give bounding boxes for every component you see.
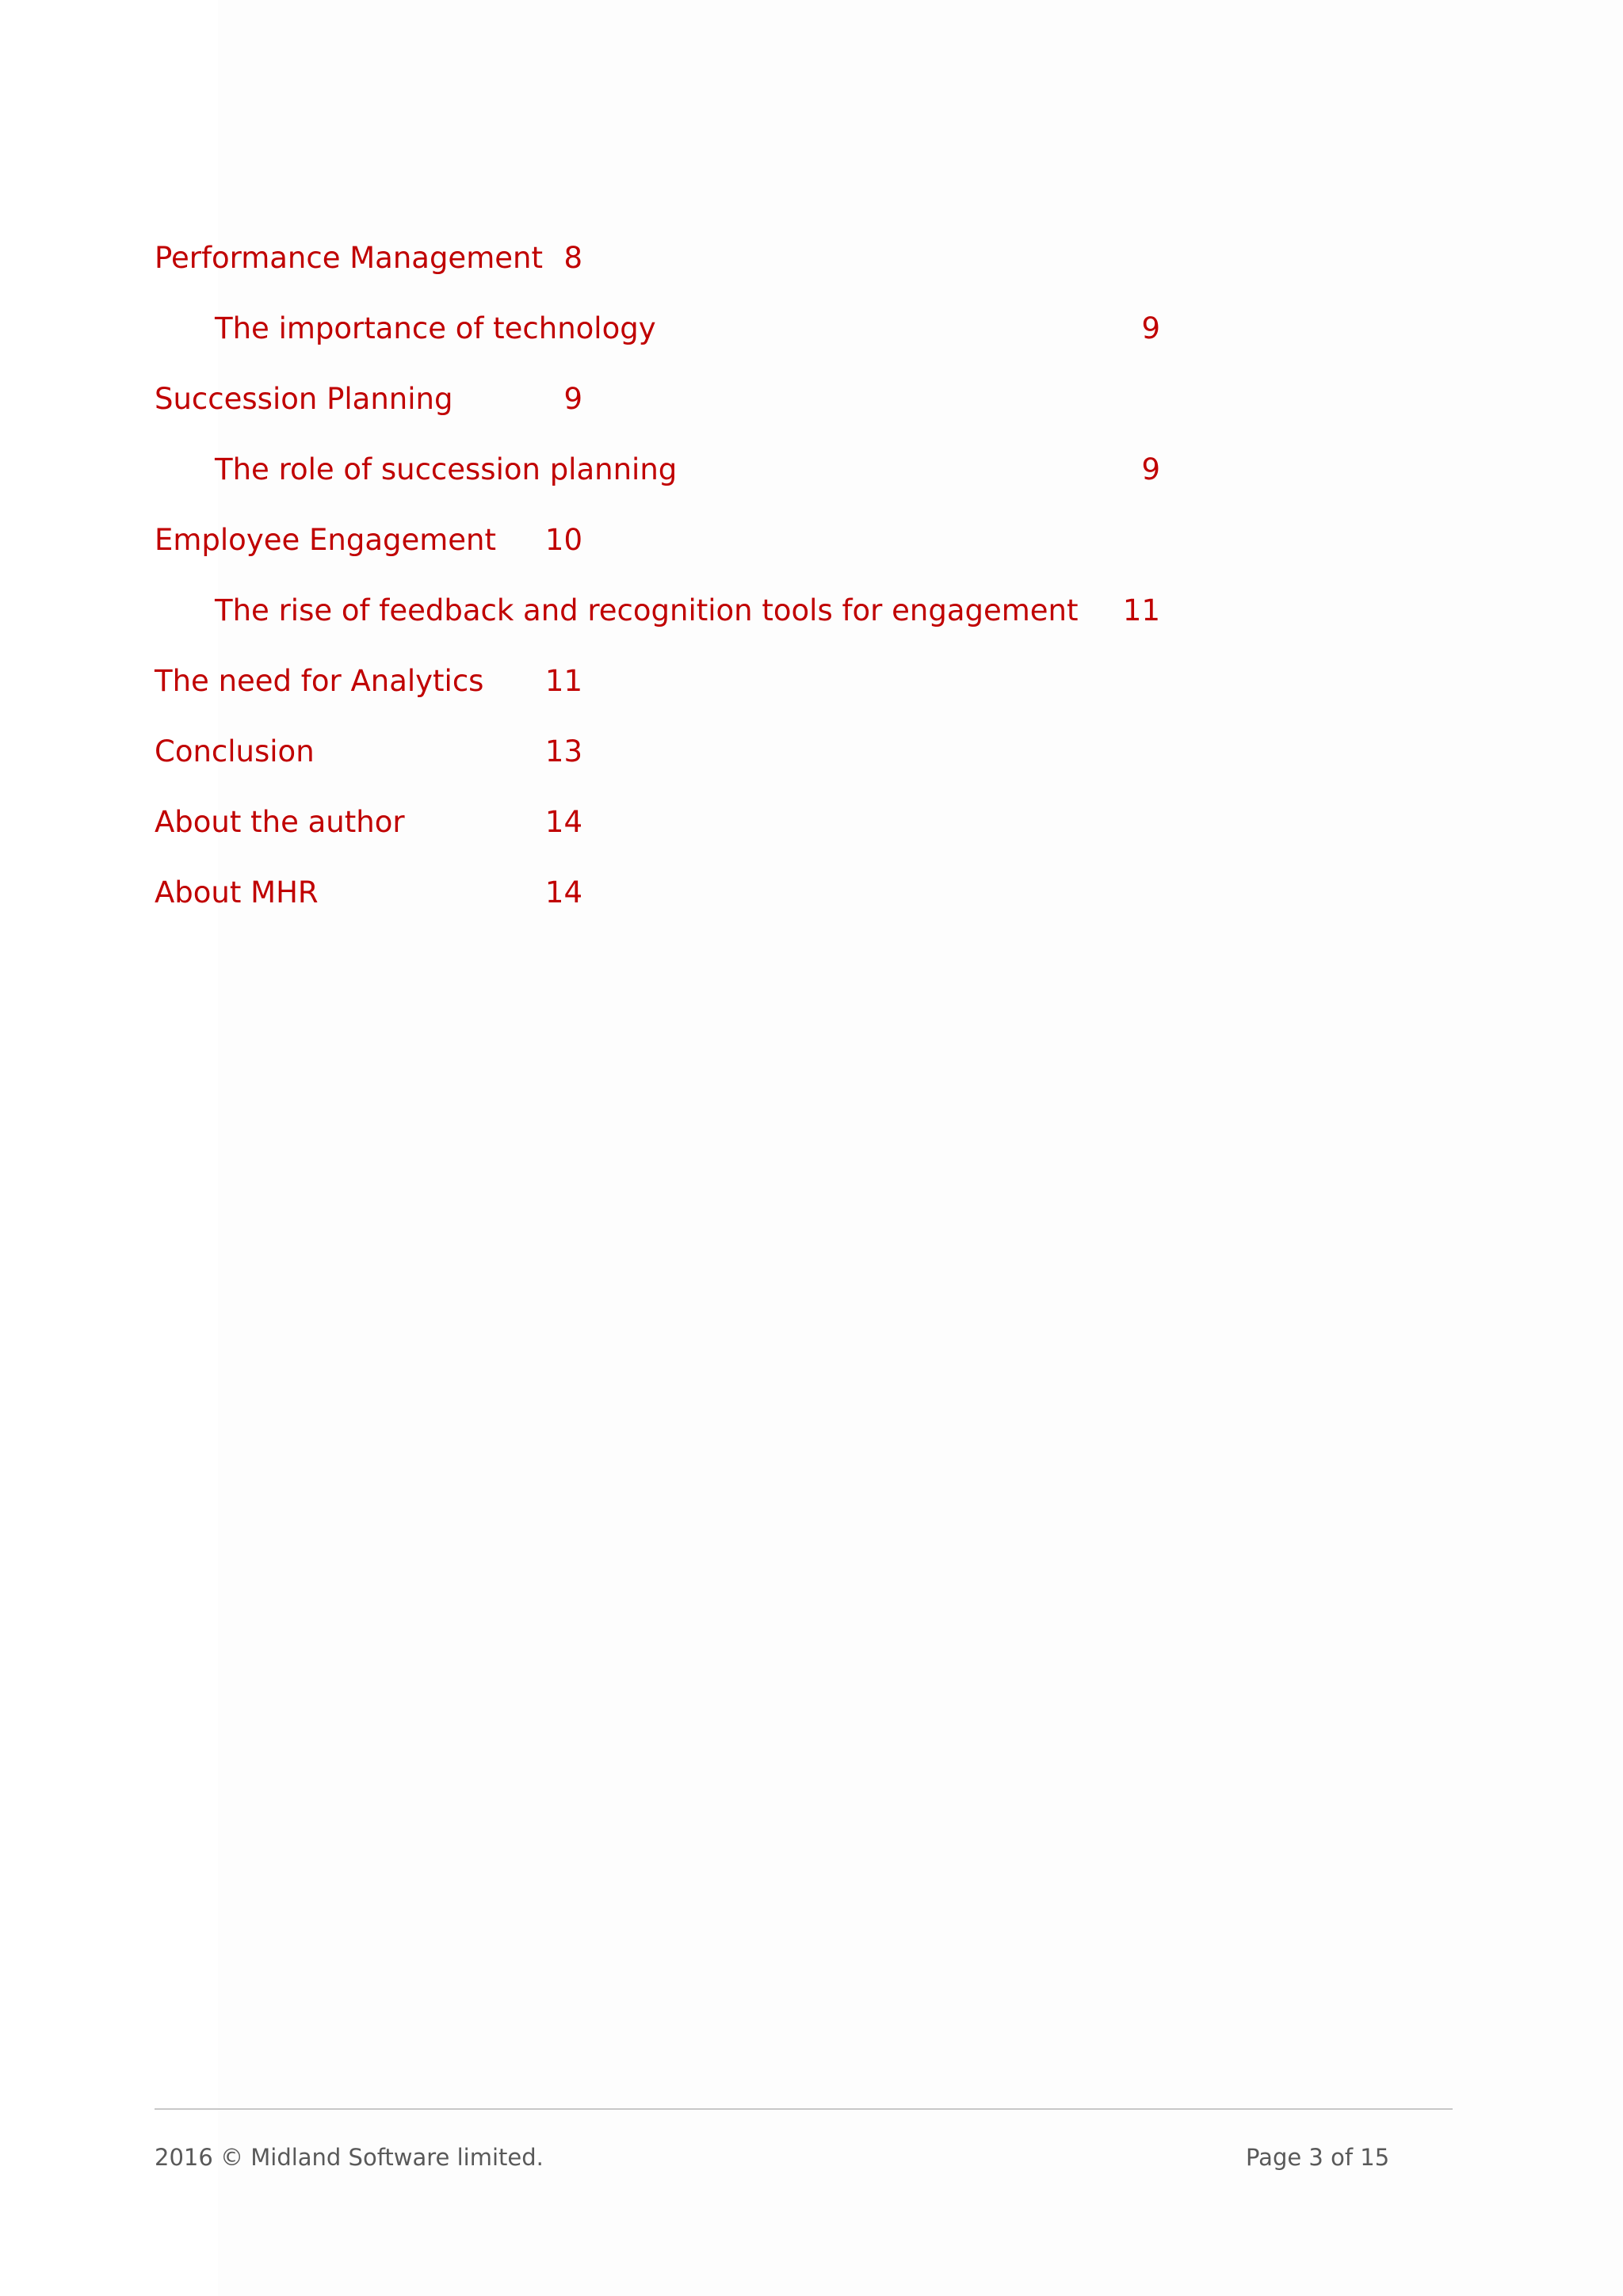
toc-entry-page-number: 10 (544, 523, 582, 557)
toc-entry-label: The importance of technology (215, 311, 656, 345)
footer-copyright: 2016 © Midland Software limited. (155, 2144, 544, 2171)
toc-entry-page-number: 14 (544, 875, 582, 910)
toc-entry-label: The need for Analytics (155, 664, 484, 698)
toc-entry-page-number: 13 (544, 734, 582, 769)
toc-entry-need-for-analytics[interactable] (155, 664, 582, 699)
toc-entry-page-number: 8 (563, 241, 582, 275)
toc-entry-about-mhr[interactable] (155, 875, 582, 910)
footer-divider (155, 2108, 1453, 2110)
toc-entry-label: The rise of feedback and recognition tools for engagement (215, 593, 1079, 627)
toc-entry-label: The role of succession planning (215, 452, 678, 486)
toc-entry-page-number: 11 (544, 664, 582, 698)
toc-entry-employee-engagement[interactable] (155, 523, 582, 558)
toc-entry-page-number: 11 (1122, 593, 1160, 627)
toc-entry-conclusion[interactable] (155, 734, 582, 769)
toc-entry-page-number: 14 (544, 805, 582, 839)
toc-entry-performance-management[interactable] (155, 241, 582, 276)
toc-entry-page-number: 9 (1141, 311, 1160, 345)
toc-entry-label: About the author (155, 805, 405, 839)
toc-entry-feedback-recognition-tools[interactable] (215, 593, 1160, 628)
toc-entry-role-of-succession-planning[interactable] (215, 452, 1160, 487)
toc-entry-label: About MHR (155, 875, 319, 910)
toc-entry-about-the-author[interactable] (155, 805, 582, 840)
footer-page-indicator: Page 3 of 15 (1246, 2144, 1390, 2171)
toc-entry-label: Performance Management (155, 241, 543, 275)
toc-entry-label: Succession Planning (155, 382, 453, 416)
toc-entry-label: Conclusion (155, 734, 315, 769)
toc-entry-label: Employee Engagement (155, 523, 497, 557)
toc-entry-page-number: 9 (563, 382, 582, 416)
toc-entry-succession-planning[interactable] (155, 382, 582, 417)
table-of-contents (0, 0, 1623, 951)
toc-entry-page-number: 9 (1141, 452, 1160, 486)
toc-entry-importance-of-technology[interactable] (215, 311, 1160, 346)
